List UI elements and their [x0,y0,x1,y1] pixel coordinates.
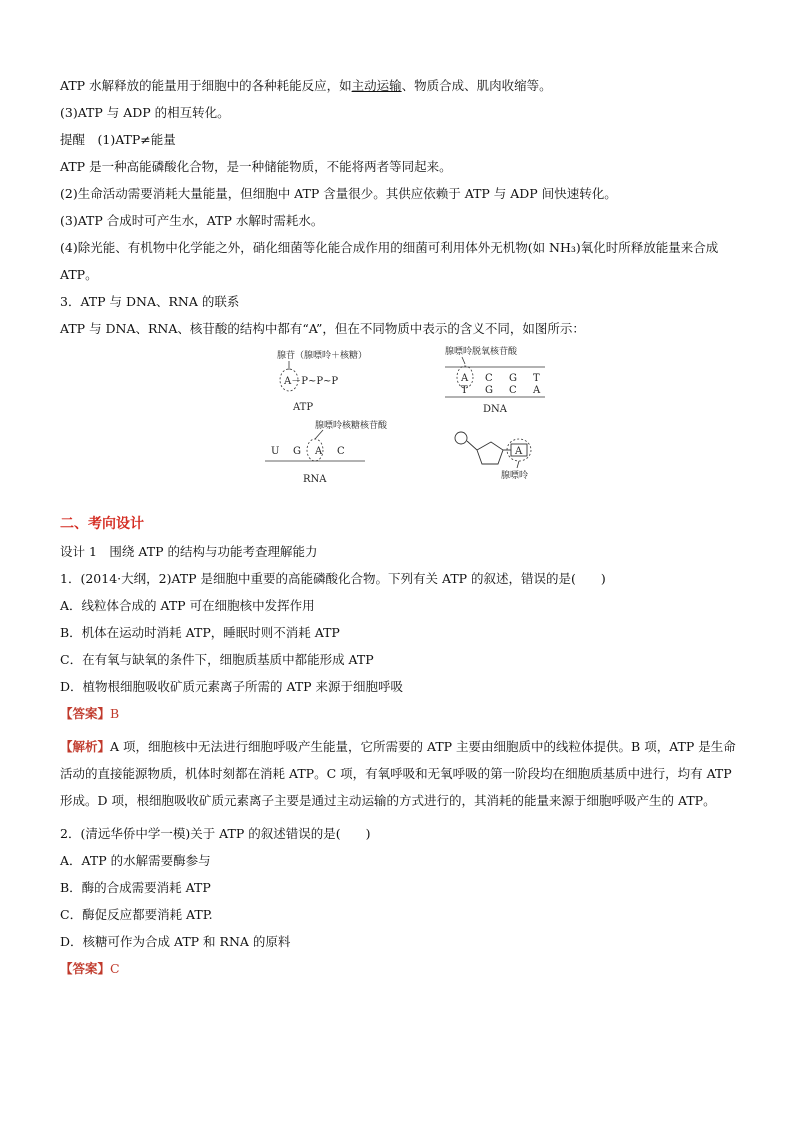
text: 、物质合成、肌肉收缩等。 [401,78,552,93]
subsection-title: 3．ATP 与 DNA、RNA 的联系 [60,294,240,309]
analysis-text: A 项，细胞核中无法进行细胞呼吸产生能量，它所需要的 ATP 主要由细胞质中的线粒体提供。B 项，ATP 是生命活动的直接能源物质，机体时刻都在消耗 ATP。C 项，有氧呼吸和无氧呼吸的第一阶段均在细胞质基质中进行，均有 ATP 形成。D 项，根细胞吸收矿质元素离子主要是通过主动运输的方式进行的，其消耗的能量来源于细胞呼吸产生的 ATP。 [60,739,736,808]
text: ATP 水解释放的能量用于细胞中的各种耗能反应，如 [60,78,352,93]
question-2-stem: 2．(清远华侨中学一模)关于 ATP 的叙述错误的是( ) [60,826,371,841]
dna-top-base: A [461,373,469,384]
dna-top-base: T [533,373,540,384]
dna-caption: 腺嘌呤脱氧核苷酸 [445,347,518,357]
question-1-option-b: B．机体在运动时消耗 ATP，睡眠时则不消耗 ATP [60,625,340,640]
dna-bottom-base: C [509,385,517,396]
rna-label: RNA [303,474,327,485]
structure-diagram [255,346,555,496]
dna-bottom-base: T [461,385,468,396]
question-1-option-c: C．在有氧与缺氧的条件下，细胞质基质中都能形成 ATP [60,652,374,667]
dna-bottom-base: A [533,385,541,396]
dna-bottom-base: G [485,385,493,396]
underlined-term: 主动运输 [351,78,402,93]
question-2-option-d: D．核糖可作为合成 ATP 和 RNA 的原料 [60,934,291,949]
atp-caption: 腺苷（腺嘌呤＋核糖） [277,351,368,361]
text-line: (2)生命活动需要消耗大量能量，但细胞中 ATP 含量很少。其供应依赖于 ATP 与 ADP 间快速转化。 [60,186,617,201]
text-line: (4)除光能、有机物中化学能之外，硝化细菌等化能合成作用的细菌可利用体外无机物(如 NH₃)氧化时所释放能量来合成 ATP。 [60,240,719,282]
question-1-analysis [60,733,740,814]
rna-base: G [293,446,301,457]
design-title: 设计 1 围绕 ATP 的结构与功能考查理解能力 [60,544,318,559]
question-2-answer [60,955,740,982]
answer-tag: 【答案】 [60,961,111,976]
question-1-option-a: A．线粒体合成的 ATP 可在细胞核中发挥作用 [60,598,315,613]
text-line: ATP 是一种高能磷酸化合物，是一种储能物质，不能将两者等同起来。 [60,159,452,174]
dna-top-base: G [509,373,517,384]
rna-base: A [315,446,323,457]
dna-label: DNA [483,404,507,415]
text-line: (3)ATP 合成时可产生水，ATP 水解时需耗水。 [60,213,324,228]
nucleotide-base: A [515,446,523,457]
text-line [60,72,740,99]
question-1-answer [60,700,740,727]
nucleotide-caption: 腺嘌呤 [501,471,529,481]
document-page [60,72,740,982]
atp-dna-rna-figure [60,346,740,496]
dna-top-base: C [485,373,493,384]
question-2-option-c: C．酶促反应都要消耗 ATP. [60,907,213,922]
question-2-option-b: B．酶的合成需要消耗 ATP [60,880,211,895]
question-1-stem: 1．(2014·大纲，2)ATP 是细胞中重要的高能磷酸化合物。下列有关 ATP 的叙述，错误的是( ) [60,571,606,586]
pentose-sugar [477,442,503,464]
reminder-title: 提醒 (1)ATP≠能量 [60,132,176,147]
question-1-option-d: D．植物根细胞吸收矿质元素离子所需的 ATP 来源于细胞呼吸 [60,679,404,694]
atp-label: ATP [293,402,314,413]
answer-value: C [110,961,120,976]
phosphate-circle [455,432,467,444]
rna-base: U [271,446,280,457]
question-2-option-a: A．ATP 的水解需要酶参与 [60,853,211,868]
rna-caption: 腺嘌呤核糖核苷酸 [315,421,388,431]
text-line: ATP 与 DNA、RNA、核苷酸的结构中都有“A”，但在不同物质中表示的含义不同，如图所示： [60,321,585,336]
atp-formula: A－P~P~P [284,376,339,387]
analysis-tag: 【解析】 [60,739,111,754]
answer-tag: 【答案】 [60,706,111,721]
text-line: (3)ATP 与 ADP 的相互转化。 [60,105,230,120]
section-heading: 二、考向设计 [60,516,144,532]
answer-value: B [110,706,120,721]
rna-base: C [337,446,345,457]
